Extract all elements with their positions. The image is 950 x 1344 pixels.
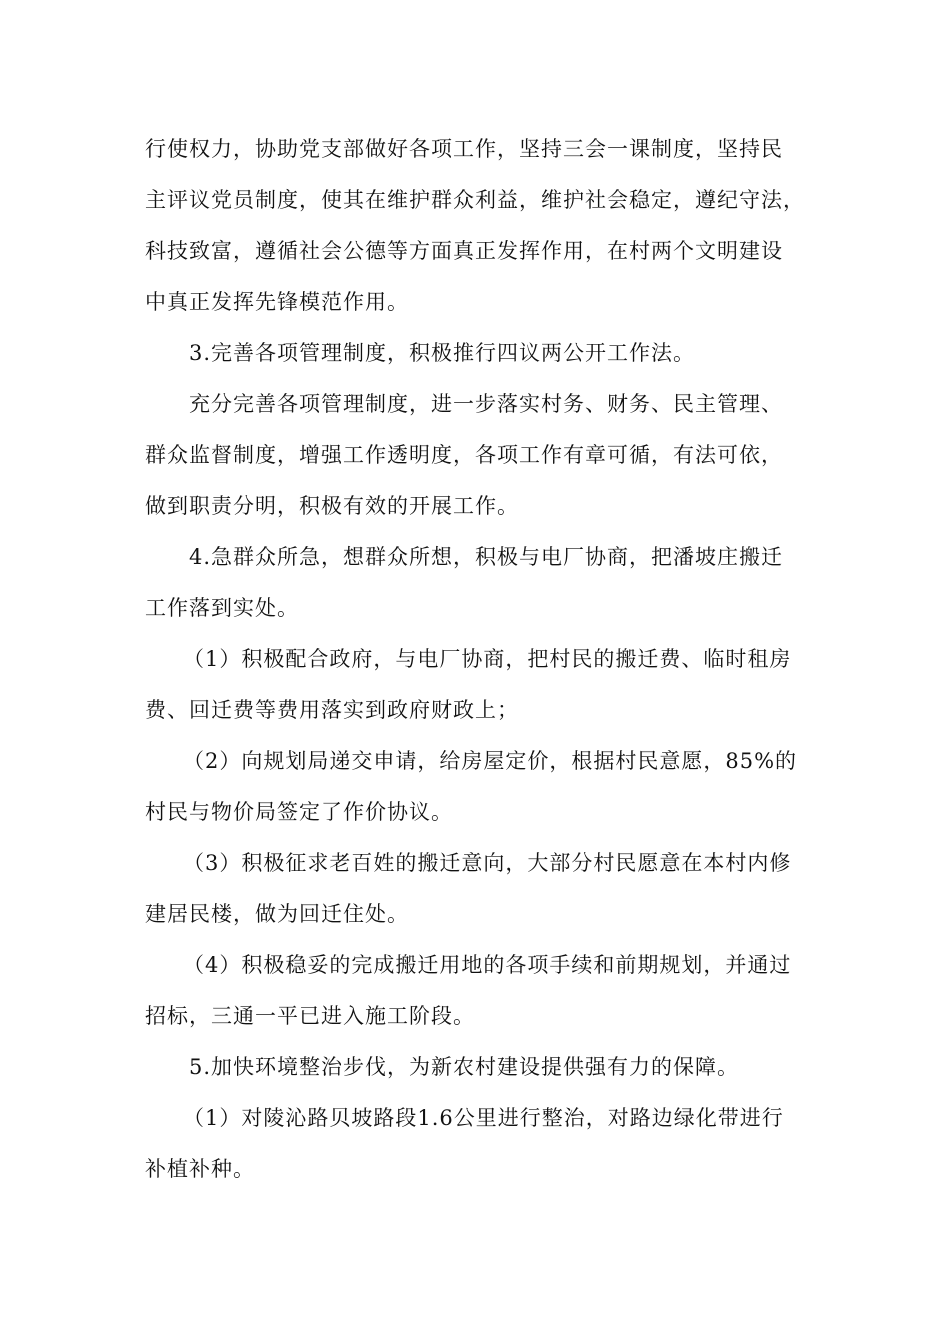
heading-line: 5.加快环境整治步伐，为新农村建设提供强有力的保障。 xyxy=(189,1055,740,1079)
text-line: 做到职责分明，积极有效的开展工作。 xyxy=(145,494,519,518)
section-heading-5 xyxy=(145,1042,809,1093)
text-line: 招标，三通一平已进入施工阶段。 xyxy=(145,1004,475,1028)
section-heading-3 xyxy=(145,328,809,379)
paragraph-management xyxy=(145,379,809,532)
text-line: （2）向规划局递交申请，给房屋定价，根据村民意愿，85%的 xyxy=(183,749,798,773)
text-line: 主评议党员制度，使其在维护群众利益，维护社会稳定，遵纪守法， xyxy=(145,188,805,212)
section-heading-4 xyxy=(145,532,809,634)
list-item-4-2 xyxy=(145,736,809,838)
text-line: 行使权力，协助党支部做好各项工作，坚持三会一课制度，坚持民 xyxy=(145,137,783,161)
paragraph-continuation xyxy=(145,124,809,328)
text-line: 补植补种。 xyxy=(145,1157,255,1181)
document-body xyxy=(145,124,809,1195)
text-line: （1）积极配合政府，与电厂协商，把村民的搬迁费、临时租房 xyxy=(183,647,792,671)
text-line: 充分完善各项管理制度，进一步落实村务、财务、民主管理、 xyxy=(189,392,783,416)
list-item-4-3 xyxy=(145,838,809,940)
list-item-4-4 xyxy=(145,940,809,1042)
heading-line: 3.完善各项管理制度，积极推行四议两公开工作法。 xyxy=(189,341,696,365)
list-item-5-1 xyxy=(145,1093,809,1195)
heading-line: 4.急群众所急，想群众所想，积极与电厂协商，把潘坡庄搬迁 xyxy=(189,545,784,569)
heading-line: 工作落到实处。 xyxy=(145,596,299,620)
text-line: （4）积极稳妥的完成搬迁用地的各项手续和前期规划，并通过 xyxy=(183,953,792,977)
text-line: 科技致富，遵循社会公德等方面真正发挥作用，在村两个文明建设 xyxy=(145,239,783,263)
text-line: （3）积极征求老百姓的搬迁意向，大部分村民愿意在本村内修 xyxy=(183,851,792,875)
text-line: 建居民楼，做为回迁住处。 xyxy=(145,902,409,926)
text-line: （1）对陵沁路贝坡路段1.6公里进行整治，对路边绿化带进行 xyxy=(183,1106,784,1130)
text-line: 群众监督制度，增强工作透明度，各项工作有章可循，有法可依， xyxy=(145,443,783,467)
list-item-4-1 xyxy=(145,634,809,736)
text-line: 村民与物价局签定了作价协议。 xyxy=(145,800,453,824)
text-line: 费、回迁费等费用落实到政府财政上； xyxy=(145,698,519,722)
text-line: 中真正发挥先锋模范作用。 xyxy=(145,290,409,314)
